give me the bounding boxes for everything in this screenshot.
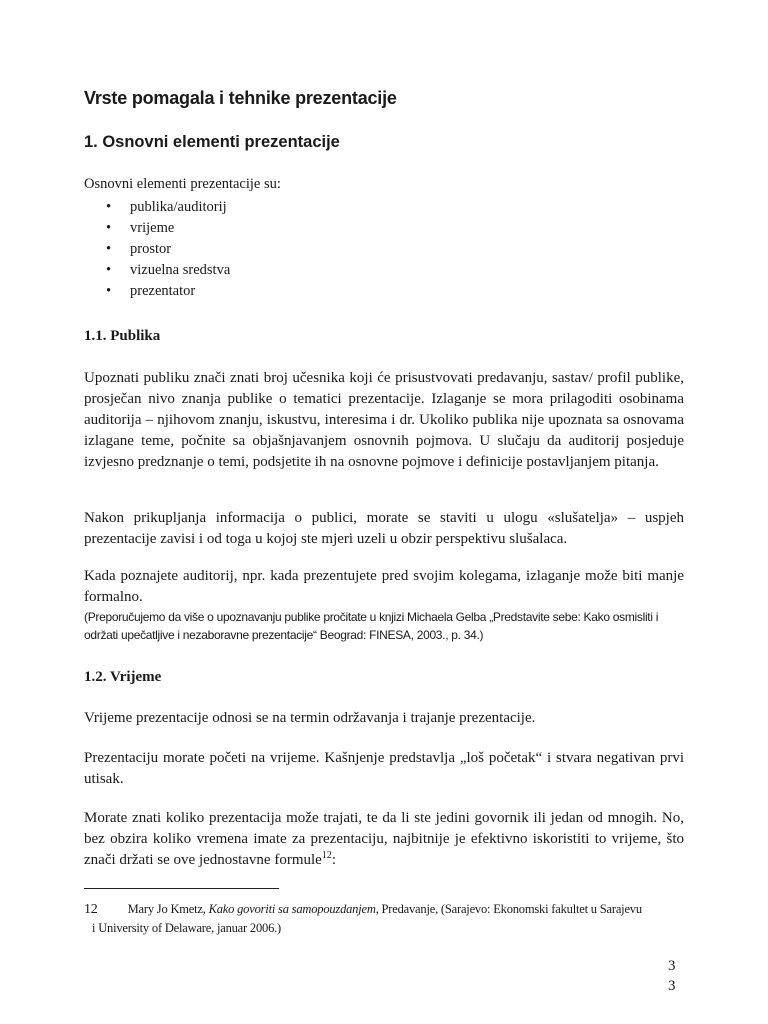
paragraph-publika-2: Nakon prikupljanja informacija o publici, morate se staviti u ulogu «slušatelja» – uspjeh prezentacije zavisi i od toga u kojoj ste mjeri uzeli u obzir perspektivu slušalaca. [84,510,684,547]
subsection-heading-vrijeme: 1.2. Vrijeme [84,669,162,685]
footnote-reference[interactable]: 12 [321,850,332,861]
list-item: • publika/auditorij [104,197,230,218]
paragraph-publika-1: Upoznati publiku znači znati broj učesnika koji će prisustvovati predavanju, sastav/ profil publike, prosječan nivo znanja publike o tematici prezentacije. Izlaganje se mora prilagoditi osobinama auditorija – njihovom znanju, iskustvu, interesima i dr. Ukoliko publika nije upoznata sa osnovama izlagane teme, počnite sa objašnjavanjem osnovnih pojmova. U slučaju da auditorij posjeduje izvjesno predznanje o temi, podsjetite ih na osnovne pojmove i definicije postavljanjem pitanja. [84,370,684,470]
footnote-number: 12 [84,902,98,917]
paragraph-vrijeme-3-end: : [331,852,336,868]
document-title: Vrste pomagala i tehnike prezentacije [84,88,397,108]
footnote-book-title: Kako govoriti sa samopouzdanjem [208,902,376,916]
section-intro: Osnovni elementi prezentacije su: [84,176,281,192]
subsection-heading-publika: 1.1. Publika [84,328,161,344]
bullet-list [104,197,230,302]
footnote-details: , Predavanje, (Sarajevo: Ekonomski fakultet u Sarajevu [375,902,642,916]
paragraph-vrijeme-3 [84,808,684,871]
paragraph-vrijeme-3-text: Morate znati koliko prezentacija može trajati, te da li ste jedini govornik ili jedan od mnogih. No, bez obzira koliko vremena imate za prezentaciju, najbitnije je efektivno iskoristiti to vrijeme, što znači držati se ove jednostavne formule [84,810,684,868]
page-number: 3 [668,978,676,994]
section-heading-osnovni-elementi: 1. Osnovni elementi prezentacije [84,133,340,151]
footnote-separator [84,888,279,889]
paragraph-vrijeme-1: Vrijeme prezentacije odnosi se na termin održavanja i trajanje prezentacije. [84,710,536,726]
footnote-details-continued: i University of Delaware, januar 2006.) [92,921,282,935]
footnote-author: Mary Jo Kmetz, [127,902,209,916]
page-number: 3 [668,958,676,974]
paragraph-publika-3: Kada poznajete auditorij, npr. kada prezentujete pred svojim kolegama, izlaganje može biti manje formalno. [84,568,684,605]
list-item: • prezentator [104,281,230,302]
list-item: • vizuelna sredstva [104,260,230,281]
footnote [84,900,694,938]
list-item: • prostor [104,239,230,260]
recommendation-note: (Preporučujemo da više o upoznavanju publike pročitate u knjizi Michaela Gelba „Predstavite sebe: Kako osmisliti i održati upečatljive i nezaboravne prezentacije“ Beograd: FINESA, 2003., p. 34.) [84,610,659,642]
list-item: • vrijeme [104,218,230,239]
paragraph-vrijeme-2: Prezentaciju morate početi na vrijeme. Kašnjenje predstavlja „loš početak“ i stvara negativan prvi utisak. [84,750,684,787]
